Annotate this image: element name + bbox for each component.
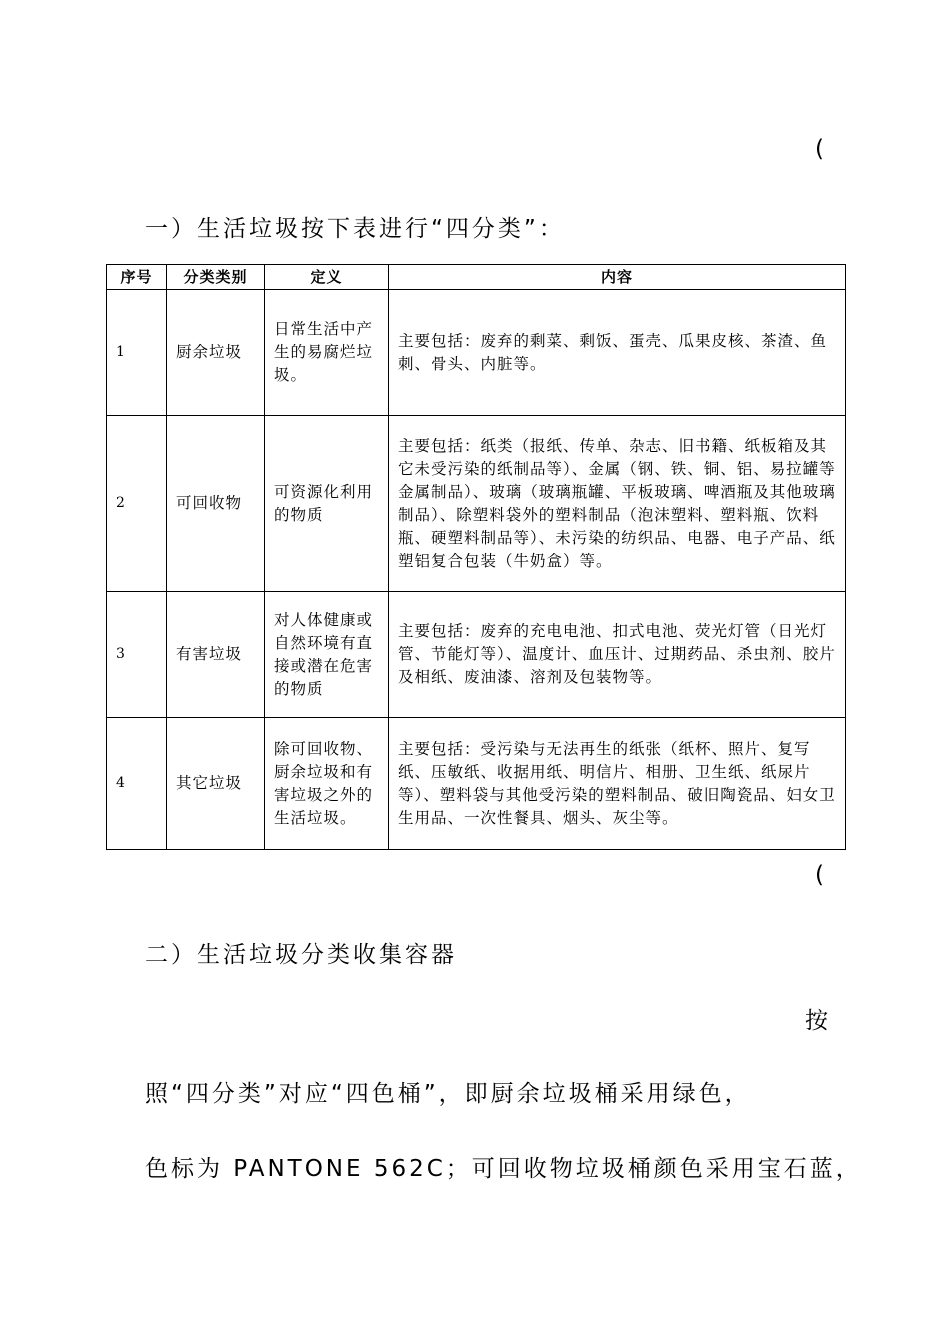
row-category: 可回收物 (167, 416, 265, 592)
paragraph-line-2: 色标为 PANTONE 562C；可回收物垃圾桶颜色采用宝石蓝， (145, 1156, 862, 1182)
row-content: 主要包括：纸类（报纸、传单、杂志、旧书籍、纸板箱及其它未受污染的纸制品等）、金属（钢、铁、铜、铝、易拉罐等金属制品）、玻璃（玻璃瓶罐、平板玻璃、啤酒瓶及其他玻璃制品）、除塑料袋外的塑料制品（泡沫塑料、塑料瓶、饮料瓶、硬塑料制品等）、未污染的纺织品、电器、电子产品、纸塑铝复合包装（牛奶盒）等。 (389, 416, 846, 592)
header-no: 序号 (107, 265, 167, 290)
paragraph-line-1: 照“四分类”对应“四色桶”，即厨余垃圾桶采用绿色， (145, 1081, 751, 1107)
table-row (107, 416, 846, 592)
table-row (107, 592, 846, 718)
header-definition: 定义 (265, 265, 389, 290)
row-content: 主要包括：废弃的充电电池、扣式电池、荧光灯管（日光灯管、节能灯等）、温度计、血压计、过期药品、杀虫剂、胶片及相纸、废油漆、溶剂及包装物等。 (389, 592, 846, 718)
row-no: 3 (107, 592, 167, 718)
row-content: 主要包括：废弃的剩菜、剩饭、蛋壳、瓜果皮核、茶渣、鱼刺、骨头、内脏等。 (389, 290, 846, 416)
paragraph-start-char: 按 (805, 1008, 831, 1034)
paren-mid: ( (815, 862, 827, 888)
table-row (107, 290, 846, 416)
row-no: 4 (107, 718, 167, 850)
section-heading-2: 二）生活垃圾分类收集容器 (145, 942, 457, 968)
row-definition: 可资源化利用的物质 (265, 416, 389, 592)
row-definition: 除可回收物、厨余垃圾和有害垃圾之外的生活垃圾。 (265, 718, 389, 850)
section-heading-1: 一）生活垃圾按下表进行“四分类”： (145, 216, 565, 242)
header-category: 分类类别 (167, 265, 265, 290)
table-header-row (107, 265, 846, 290)
table-row (107, 718, 846, 850)
row-definition: 对人体健康或自然环境有直接或潜在危害的物质 (265, 592, 389, 718)
row-content: 主要包括：受污染与无法再生的纸张（纸杯、照片、复写纸、压敏纸、收据用纸、明信片、相册、卫生纸、纸尿片等）、塑料袋与其他受污染的塑料制品、破旧陶瓷品、妇女卫生用品、一次性餐具、烟头、灰尘等。 (389, 718, 846, 850)
waste-classification-table (106, 264, 846, 850)
row-category: 有害垃圾 (167, 592, 265, 718)
row-category: 其它垃圾 (167, 718, 265, 850)
row-category: 厨余垃圾 (167, 290, 265, 416)
row-definition: 日常生活中产生的易腐烂垃圾。 (265, 290, 389, 416)
row-no: 1 (107, 290, 167, 416)
paren-top: ( (815, 136, 827, 162)
row-no: 2 (107, 416, 167, 592)
header-content: 内容 (389, 265, 846, 290)
